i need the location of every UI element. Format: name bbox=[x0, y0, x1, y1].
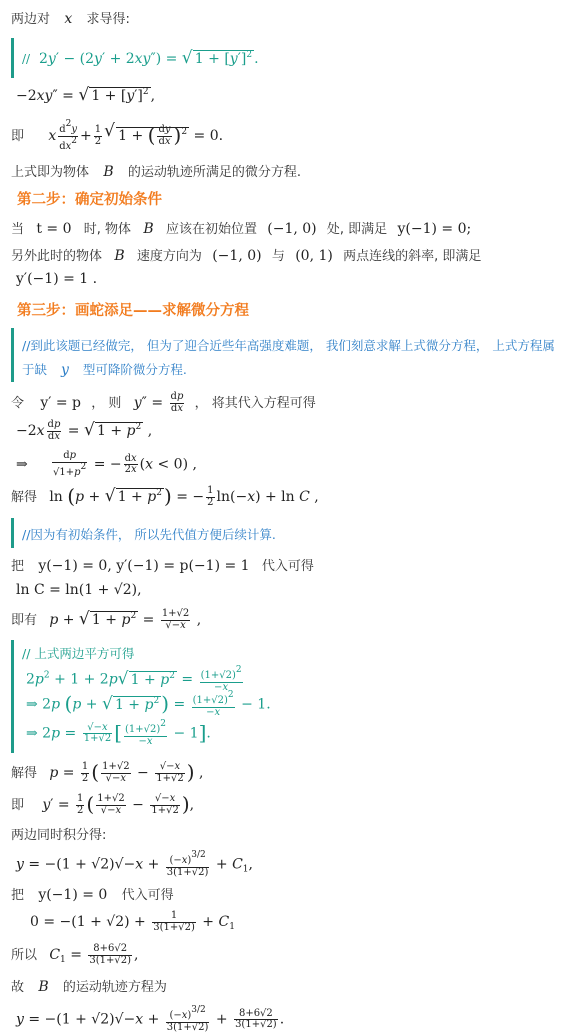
comment-block: //到此该题已经做完， 但为了迎合近些年高强度难题， 我们刻意求解上式微分方程， 上式方程属 于缺 y 型可降阶微分方程. bbox=[11, 328, 569, 382]
text-line: 把 y(−1) = 0 代入可得 bbox=[11, 887, 174, 903]
text-line: 当 t = 0 时, 物体 B 应该在初始位置 (−1, 0) 处, 即满足 y(−1) = 0; bbox=[11, 221, 472, 237]
text-line: 故 B 的运动轨迹方程为 bbox=[11, 979, 167, 995]
equation: 0 = −(1 + √2) + $\frac{1}{3(1+√2)}$ + $C_1$ bbox=[30, 910, 235, 933]
equation: y = −(1 + √2)√−x + $\frac{(-x)3/2}{3(1+√2)}$ + $\frac{8+6√2}{3(1+√2)}$ . bbox=[16, 1005, 285, 1033]
equation: $2p^2 + 1 + 2p√$ $1 + p^2$ = $\frac{(1+√2)2}{-x}$ bbox=[26, 666, 245, 693]
comment-block bbox=[11, 38, 569, 78]
equation-line: 所以 $C_1$ = $\frac{8+6√2}{3(1+√2)}$ , bbox=[11, 943, 139, 966]
equation-line: 解得 ln (p + √ $1 + p^2$ ) = − $\frac{1}{2}$ ln(−x) + ln C , bbox=[11, 484, 319, 508]
equation: y = −(1 + √2)√−x + $\frac{(-x)3/2}{3(1+√2)}$ + $C_1$, bbox=[16, 850, 253, 878]
section-heading: 第二步：确定初始条件 bbox=[17, 192, 162, 208]
text-line: 两边同时积分得: bbox=[11, 828, 107, 843]
equation: ⇒ 2p (p + √ $1 + p^2$ ) = $\frac{(1+√2)2}{-x}$ − 1. bbox=[26, 691, 271, 718]
equation-line: 即 y′ = $\frac{1}{2}$ ( $\frac{1+√2}{√-x}$ − $\frac{√-x}{1+√2}$ ), bbox=[11, 792, 195, 816]
equation: y′(−1) = 1 . bbox=[16, 271, 98, 287]
equation-line: 即有 p + √ $1 + p^2$ = $\frac{1+√2}{√-x}$ , bbox=[11, 609, 201, 631]
equation: ⇒ $\frac{dp}{√1+p2}$ = − $\frac{dx}{2x}$ (x < 0) , bbox=[16, 450, 197, 478]
equation: −2xy″ = √ $1 + [y']^2$ , bbox=[16, 87, 155, 104]
text-line: 上式即为物体 B 的运动轨迹所满足的微分方程. bbox=[11, 164, 302, 180]
equation: ln C = ln(1 + √2), bbox=[16, 582, 142, 598]
equation-line: 解得 p = $\frac{1}{2}$ ( $\frac{1+√2}{√-x}$ − $\frac{√-x}{1+√2}$ ) , bbox=[11, 760, 204, 784]
text-line: 把 y(−1) = 0, y′(−1) = p(−1) = 1 代入可得 bbox=[11, 558, 314, 574]
equation: ⇒ 2p = $\frac{√-x}{1+√2}$ [ $\frac{(1+√2)2}{-x}$ − 1]. bbox=[26, 719, 211, 747]
comment-block: //因为有初始条件， 所以先代值方便后续计算. bbox=[11, 518, 569, 548]
comment-block: // 上式两边平方可得 $2p^2 + 1 + 2p√$ $1 + p^2$ = $\frac{(1+√2)2}{-x}$ ⇒ 2p (p + √ $1 + p^2$ ) = $\frac{(1+√2)2}{-x}$ − 1. ⇒ 2p = $\frac{√-x}{1+√2}$ [ $\frac{(1+√2)2}{-x}$ − 1]. bbox=[11, 640, 569, 753]
section-heading: 第三步：画蛇添足——求解微分方程 bbox=[17, 303, 249, 319]
equation: −2x $\frac{dp}{dx}$ = √ $1 + p^2$ , bbox=[16, 420, 152, 442]
equation-line: 即 x $\frac{d2y}{dx2}$ + $\frac{1}{2}$ √ 1 + ( $\frac{dy}{dx}$ )$^2$ = 0. bbox=[11, 120, 223, 152]
equation: // 2y′ − (2y′ + 2xy″) = √ $1 + [y']^2$ . bbox=[22, 50, 259, 67]
text-line: 两边对 x 求导得: bbox=[11, 11, 130, 27]
text-line: 另外此时的物体 B 速度方向为 (−1, 0) 与 (0, 1) 两点连线的斜率, 即满足 bbox=[11, 248, 482, 264]
text-line: 令 y′ = p ， 则 y″ = $\frac{dp}{dx}$ ， 将其代入方程可得 bbox=[11, 391, 316, 414]
